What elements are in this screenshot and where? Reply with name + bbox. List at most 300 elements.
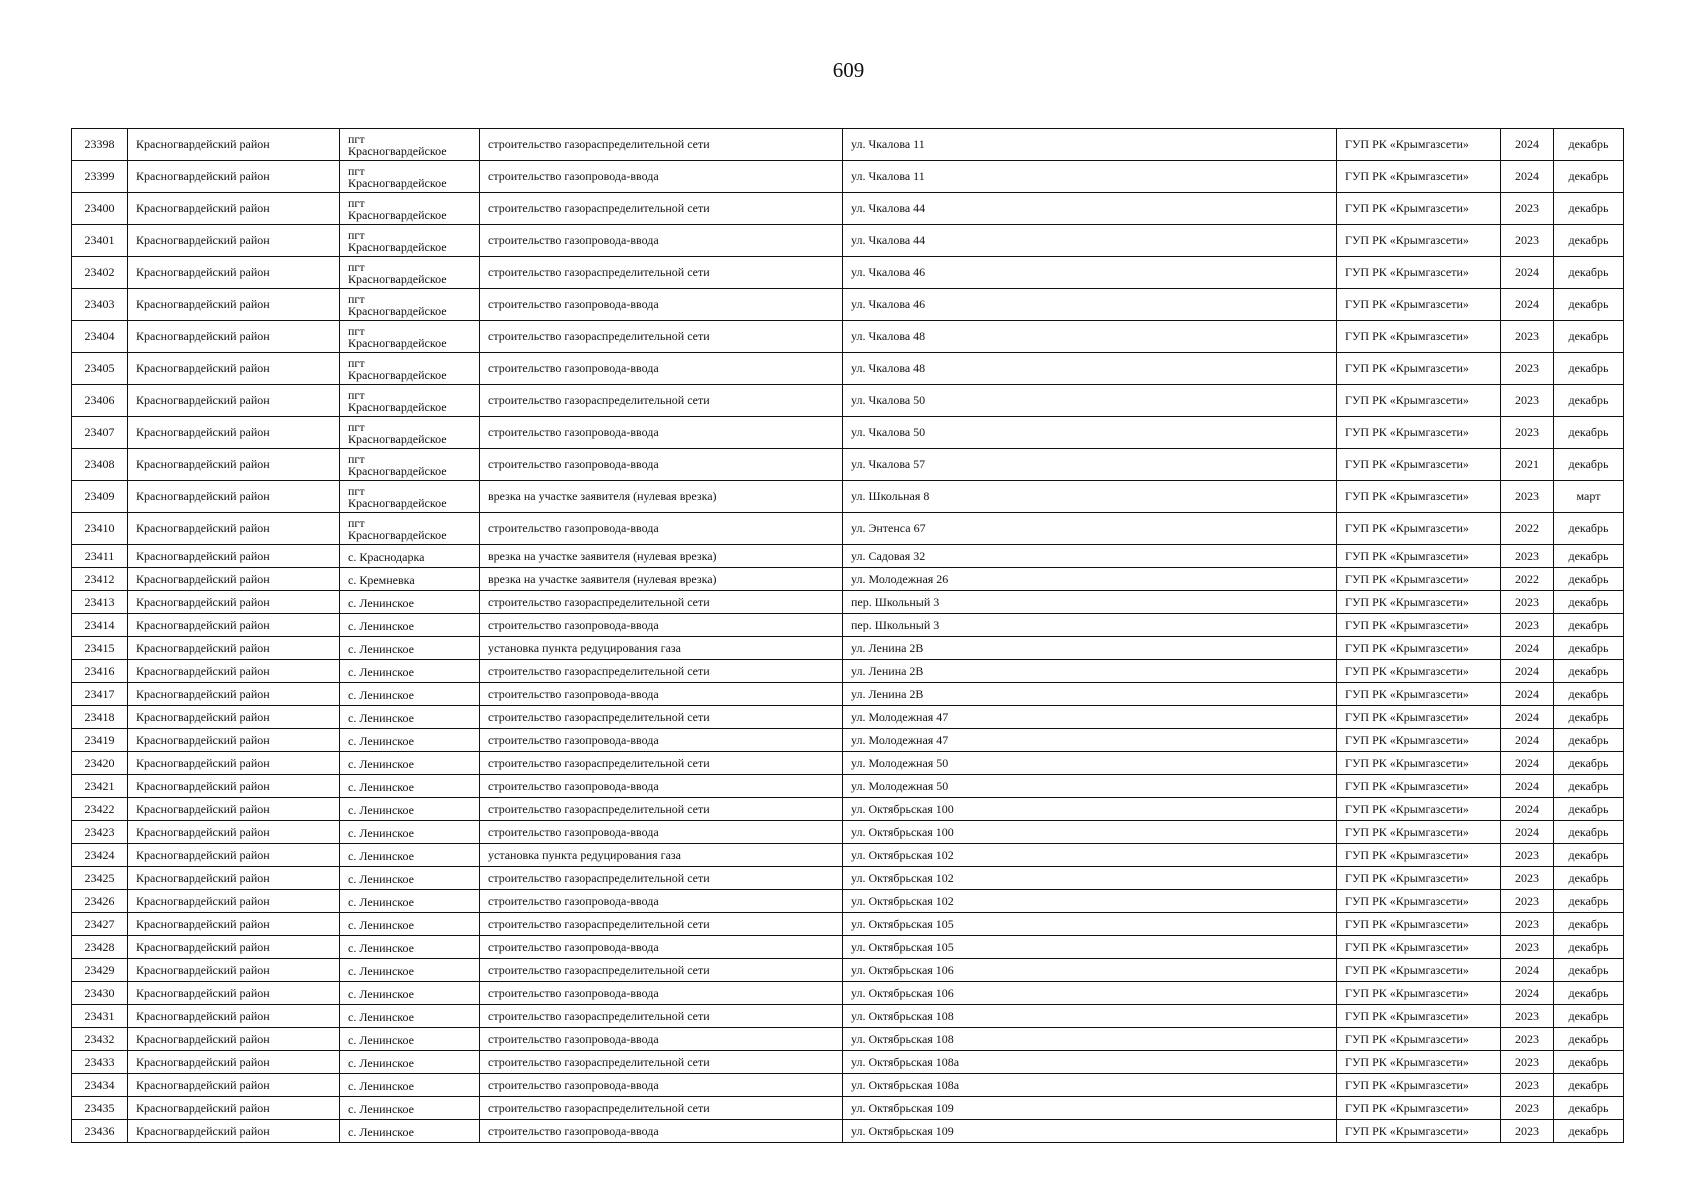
- year-cell: 2023: [1501, 844, 1554, 867]
- settlement-cell: с. Ленинское: [340, 913, 480, 936]
- month-cell: декабрь: [1554, 591, 1624, 614]
- year-cell: 2023: [1501, 867, 1554, 890]
- year-cell: 2023: [1501, 545, 1554, 568]
- row-number-cell: 23433: [72, 1051, 128, 1074]
- month-cell: декабрь: [1554, 936, 1624, 959]
- district-cell: Красногвардейский район: [128, 1051, 340, 1074]
- row-number-cell: 23408: [72, 449, 128, 481]
- row-number-cell: 23402: [72, 257, 128, 289]
- settlement-cell: с. Ленинское: [340, 1005, 480, 1028]
- year-cell: 2023: [1501, 481, 1554, 513]
- organization-cell: ГУП РК «Крымгазсети»: [1337, 798, 1501, 821]
- month-cell: декабрь: [1554, 614, 1624, 637]
- district-cell: Красногвардейский район: [128, 289, 340, 321]
- settlement-cell: пгт Красногвардейское: [340, 257, 480, 289]
- address-cell: ул. Чкалова 50: [843, 385, 1337, 417]
- district-cell: Красногвардейский район: [128, 417, 340, 449]
- district-cell: Красногвардейский район: [128, 385, 340, 417]
- settlement-cell: пгт Красногвардейское: [340, 193, 480, 225]
- address-cell: ул. Ленина 2В: [843, 637, 1337, 660]
- month-cell: декабрь: [1554, 1051, 1624, 1074]
- year-cell: 2024: [1501, 257, 1554, 289]
- address-cell: ул. Октябрьская 109: [843, 1097, 1337, 1120]
- address-cell: ул. Октябрьская 102: [843, 890, 1337, 913]
- district-cell: Красногвардейский район: [128, 481, 340, 513]
- work-type-cell: строительство газораспределительной сети: [480, 913, 843, 936]
- organization-cell: ГУП РК «Крымгазсети»: [1337, 1051, 1501, 1074]
- address-cell: ул. Молодежная 26: [843, 568, 1337, 591]
- settlement-cell: пгт Красногвардейское: [340, 321, 480, 353]
- address-cell: ул. Чкалова 57: [843, 449, 1337, 481]
- row-number-cell: 23427: [72, 913, 128, 936]
- row-number-cell: 23431: [72, 1005, 128, 1028]
- organization-cell: ГУП РК «Крымгазсети»: [1337, 1097, 1501, 1120]
- district-cell: Красногвардейский район: [128, 637, 340, 660]
- month-cell: декабрь: [1554, 867, 1624, 890]
- year-cell: 2022: [1501, 568, 1554, 591]
- organization-cell: ГУП РК «Крымгазсети»: [1337, 449, 1501, 481]
- table-row: [72, 1051, 1624, 1074]
- address-cell: ул. Чкалова 50: [843, 417, 1337, 449]
- table-row: [72, 513, 1624, 545]
- address-cell: ул. Октябрьская 106: [843, 982, 1337, 1005]
- row-number-cell: 23419: [72, 729, 128, 752]
- table-row: [72, 353, 1624, 385]
- year-cell: 2023: [1501, 913, 1554, 936]
- settlement-cell: с. Ленинское: [340, 660, 480, 683]
- year-cell: 2024: [1501, 982, 1554, 1005]
- district-cell: Красногвардейский район: [128, 683, 340, 706]
- settlement-cell: с. Краснодарка: [340, 545, 480, 568]
- month-cell: март: [1554, 481, 1624, 513]
- organization-cell: ГУП РК «Крымгазсети»: [1337, 545, 1501, 568]
- organization-cell: ГУП РК «Крымгазсети»: [1337, 193, 1501, 225]
- organization-cell: ГУП РК «Крымгазсети»: [1337, 729, 1501, 752]
- row-number-cell: 23423: [72, 821, 128, 844]
- district-cell: Красногвардейский район: [128, 821, 340, 844]
- page-number: 609: [832, 58, 865, 82]
- month-cell: декабрь: [1554, 844, 1624, 867]
- month-cell: декабрь: [1554, 129, 1624, 161]
- month-cell: декабрь: [1554, 193, 1624, 225]
- work-type-cell: строительство газораспределительной сети: [480, 591, 843, 614]
- month-cell: декабрь: [1554, 798, 1624, 821]
- table-row: [72, 129, 1624, 161]
- address-cell: ул. Молодежная 50: [843, 752, 1337, 775]
- district-cell: Красногвардейский район: [128, 513, 340, 545]
- table-row: [72, 614, 1624, 637]
- work-type-cell: строительство газораспределительной сети: [480, 798, 843, 821]
- year-cell: 2021: [1501, 449, 1554, 481]
- organization-cell: ГУП РК «Крымгазсети»: [1337, 1028, 1501, 1051]
- organization-cell: ГУП РК «Крымгазсети»: [1337, 289, 1501, 321]
- settlement-cell: с. Ленинское: [340, 729, 480, 752]
- row-number-cell: 23399: [72, 161, 128, 193]
- year-cell: 2024: [1501, 161, 1554, 193]
- row-number-cell: 23418: [72, 706, 128, 729]
- work-type-cell: строительство газораспределительной сети: [480, 752, 843, 775]
- table-row: [72, 417, 1624, 449]
- address-cell: ул. Чкалова 44: [843, 225, 1337, 257]
- organization-cell: ГУП РК «Крымгазсети»: [1337, 936, 1501, 959]
- work-type-cell: установка пункта редуцирования газа: [480, 844, 843, 867]
- month-cell: декабрь: [1554, 775, 1624, 798]
- table-row: [72, 1120, 1624, 1143]
- work-type-cell: строительство газораспределительной сети: [480, 660, 843, 683]
- year-cell: 2023: [1501, 225, 1554, 257]
- settlement-cell: с. Ленинское: [340, 1097, 480, 1120]
- settlement-cell: с. Ленинское: [340, 614, 480, 637]
- organization-cell: ГУП РК «Крымгазсети»: [1337, 637, 1501, 660]
- address-cell: ул. Октябрьская 108: [843, 1028, 1337, 1051]
- district-cell: Красногвардейский район: [128, 936, 340, 959]
- settlement-cell: с. Ленинское: [340, 1120, 480, 1143]
- row-number-cell: 23435: [72, 1097, 128, 1120]
- table-row: [72, 449, 1624, 481]
- year-cell: 2023: [1501, 936, 1554, 959]
- organization-cell: ГУП РК «Крымгазсети»: [1337, 867, 1501, 890]
- organization-cell: ГУП РК «Крымгазсети»: [1337, 481, 1501, 513]
- table-row: [72, 867, 1624, 890]
- month-cell: декабрь: [1554, 660, 1624, 683]
- address-cell: ул. Октябрьская 105: [843, 936, 1337, 959]
- organization-cell: ГУП РК «Крымгазсети»: [1337, 321, 1501, 353]
- month-cell: декабрь: [1554, 385, 1624, 417]
- year-cell: 2024: [1501, 775, 1554, 798]
- work-type-cell: врезка на участке заявителя (нулевая врезка): [480, 568, 843, 591]
- month-cell: декабрь: [1554, 1074, 1624, 1097]
- month-cell: декабрь: [1554, 821, 1624, 844]
- district-cell: Красногвардейский район: [128, 1120, 340, 1143]
- work-type-cell: строительство газораспределительной сети: [480, 385, 843, 417]
- organization-cell: ГУП РК «Крымгазсети»: [1337, 257, 1501, 289]
- settlement-cell: с. Ленинское: [340, 936, 480, 959]
- address-cell: ул. Чкалова 11: [843, 161, 1337, 193]
- work-type-cell: строительство газопровода-ввода: [480, 417, 843, 449]
- year-cell: 2023: [1501, 385, 1554, 417]
- organization-cell: ГУП РК «Крымгазсети»: [1337, 683, 1501, 706]
- month-cell: декабрь: [1554, 449, 1624, 481]
- table-row: [72, 289, 1624, 321]
- district-cell: Красногвардейский район: [128, 545, 340, 568]
- settlement-cell: пгт Красногвардейское: [340, 129, 480, 161]
- gas-works-table: [71, 128, 1624, 1143]
- row-number-cell: 23428: [72, 936, 128, 959]
- settlement-cell: пгт Красногвардейское: [340, 225, 480, 257]
- district-cell: Красногвардейский район: [128, 1097, 340, 1120]
- district-cell: Красногвардейский район: [128, 660, 340, 683]
- year-cell: 2024: [1501, 129, 1554, 161]
- work-type-cell: строительство газопровода-ввода: [480, 289, 843, 321]
- row-number-cell: 23412: [72, 568, 128, 591]
- row-number-cell: 23416: [72, 660, 128, 683]
- district-cell: Красногвардейский район: [128, 161, 340, 193]
- organization-cell: ГУП РК «Крымгазсети»: [1337, 752, 1501, 775]
- settlement-cell: пгт Красногвардейское: [340, 161, 480, 193]
- settlement-cell: с. Ленинское: [340, 798, 480, 821]
- month-cell: декабрь: [1554, 1005, 1624, 1028]
- work-type-cell: строительство газораспределительной сети: [480, 1051, 843, 1074]
- organization-cell: ГУП РК «Крымгазсети»: [1337, 568, 1501, 591]
- settlement-cell: с. Ленинское: [340, 1074, 480, 1097]
- settlement-cell: с. Ленинское: [340, 821, 480, 844]
- table-row: [72, 591, 1624, 614]
- row-number-cell: 23410: [72, 513, 128, 545]
- settlement-cell: пгт Красногвардейское: [340, 417, 480, 449]
- row-number-cell: 23401: [72, 225, 128, 257]
- work-type-cell: строительство газопровода-ввода: [480, 161, 843, 193]
- year-cell: 2023: [1501, 614, 1554, 637]
- settlement-cell: с. Ленинское: [340, 890, 480, 913]
- table-row: [72, 936, 1624, 959]
- year-cell: 2023: [1501, 193, 1554, 225]
- organization-cell: ГУП РК «Крымгазсети»: [1337, 913, 1501, 936]
- district-cell: Красногвардейский район: [128, 193, 340, 225]
- year-cell: 2023: [1501, 417, 1554, 449]
- year-cell: 2024: [1501, 706, 1554, 729]
- address-cell: ул. Октябрьская 105: [843, 913, 1337, 936]
- district-cell: Красногвардейский район: [128, 798, 340, 821]
- settlement-cell: с. Ленинское: [340, 706, 480, 729]
- work-type-cell: строительство газораспределительной сети: [480, 867, 843, 890]
- year-cell: 2024: [1501, 752, 1554, 775]
- work-type-cell: строительство газопровода-ввода: [480, 683, 843, 706]
- table-body: [72, 129, 1624, 1143]
- address-cell: ул. Молодежная 47: [843, 706, 1337, 729]
- year-cell: 2023: [1501, 1051, 1554, 1074]
- work-type-cell: строительство газопровода-ввода: [480, 225, 843, 257]
- row-number-cell: 23406: [72, 385, 128, 417]
- address-cell: ул. Октябрьская 108а: [843, 1051, 1337, 1074]
- district-cell: Красногвардейский район: [128, 321, 340, 353]
- address-cell: ул. Энтенса 67: [843, 513, 1337, 545]
- district-cell: Красногвардейский район: [128, 1074, 340, 1097]
- district-cell: Красногвардейский район: [128, 591, 340, 614]
- work-type-cell: строительство газораспределительной сети: [480, 1005, 843, 1028]
- settlement-cell: пгт Красногвардейское: [340, 353, 480, 385]
- month-cell: декабрь: [1554, 321, 1624, 353]
- work-type-cell: строительство газопровода-ввода: [480, 353, 843, 385]
- settlement-cell: с. Кремневка: [340, 568, 480, 591]
- settlement-cell: с. Ленинское: [340, 1051, 480, 1074]
- work-type-cell: строительство газопровода-ввода: [480, 982, 843, 1005]
- month-cell: декабрь: [1554, 1028, 1624, 1051]
- month-cell: декабрь: [1554, 729, 1624, 752]
- settlement-cell: с. Ленинское: [340, 637, 480, 660]
- work-type-cell: строительство газопровода-ввода: [480, 1074, 843, 1097]
- row-number-cell: 23432: [72, 1028, 128, 1051]
- year-cell: 2024: [1501, 798, 1554, 821]
- organization-cell: ГУП РК «Крымгазсети»: [1337, 353, 1501, 385]
- row-number-cell: 23421: [72, 775, 128, 798]
- year-cell: 2024: [1501, 637, 1554, 660]
- address-cell: ул. Чкалова 46: [843, 289, 1337, 321]
- year-cell: 2024: [1501, 683, 1554, 706]
- month-cell: декабрь: [1554, 417, 1624, 449]
- month-cell: декабрь: [1554, 683, 1624, 706]
- district-cell: Красногвардейский район: [128, 257, 340, 289]
- month-cell: декабрь: [1554, 161, 1624, 193]
- organization-cell: ГУП РК «Крымгазсети»: [1337, 385, 1501, 417]
- table-row: [72, 821, 1624, 844]
- organization-cell: ГУП РК «Крымгазсети»: [1337, 129, 1501, 161]
- settlement-cell: пгт Красногвардейское: [340, 289, 480, 321]
- year-cell: 2024: [1501, 959, 1554, 982]
- district-cell: Красногвардейский район: [128, 982, 340, 1005]
- address-cell: ул. Чкалова 11: [843, 129, 1337, 161]
- month-cell: декабрь: [1554, 289, 1624, 321]
- address-cell: ул. Октябрьская 106: [843, 959, 1337, 982]
- row-number-cell: 23424: [72, 844, 128, 867]
- organization-cell: ГУП РК «Крымгазсети»: [1337, 591, 1501, 614]
- district-cell: Красногвардейский район: [128, 844, 340, 867]
- address-cell: ул. Молодежная 50: [843, 775, 1337, 798]
- table-row: [72, 568, 1624, 591]
- table-row: [72, 982, 1624, 1005]
- address-cell: ул. Октябрьская 108а: [843, 1074, 1337, 1097]
- month-cell: декабрь: [1554, 1097, 1624, 1120]
- organization-cell: ГУП РК «Крымгазсети»: [1337, 660, 1501, 683]
- district-cell: Красногвардейский район: [128, 449, 340, 481]
- month-cell: декабрь: [1554, 890, 1624, 913]
- settlement-cell: пгт Красногвардейское: [340, 481, 480, 513]
- district-cell: Красногвардейский район: [128, 614, 340, 637]
- district-cell: Красногвардейский район: [128, 1028, 340, 1051]
- organization-cell: ГУП РК «Крымгазсети»: [1337, 706, 1501, 729]
- organization-cell: ГУП РК «Крымгазсети»: [1337, 775, 1501, 798]
- address-cell: ул. Чкалова 44: [843, 193, 1337, 225]
- table-row: [72, 1074, 1624, 1097]
- table-row: [72, 257, 1624, 289]
- address-cell: ул. Ленина 2В: [843, 660, 1337, 683]
- organization-cell: ГУП РК «Крымгазсети»: [1337, 1005, 1501, 1028]
- table-row: [72, 637, 1624, 660]
- row-number-cell: 23407: [72, 417, 128, 449]
- district-cell: Красногвардейский район: [128, 729, 340, 752]
- row-number-cell: 23400: [72, 193, 128, 225]
- month-cell: декабрь: [1554, 913, 1624, 936]
- settlement-cell: пгт Красногвардейское: [340, 385, 480, 417]
- work-type-cell: строительство газораспределительной сети: [480, 959, 843, 982]
- row-number-cell: 23403: [72, 289, 128, 321]
- year-cell: 2024: [1501, 821, 1554, 844]
- organization-cell: ГУП РК «Крымгазсети»: [1337, 614, 1501, 637]
- work-type-cell: строительство газопровода-ввода: [480, 775, 843, 798]
- year-cell: 2024: [1501, 660, 1554, 683]
- settlement-cell: с. Ленинское: [340, 844, 480, 867]
- table-row: [72, 1028, 1624, 1051]
- work-type-cell: строительство газопровода-ввода: [480, 1028, 843, 1051]
- year-cell: 2023: [1501, 591, 1554, 614]
- table-row: [72, 225, 1624, 257]
- organization-cell: ГУП РК «Крымгазсети»: [1337, 513, 1501, 545]
- table-row: [72, 1005, 1624, 1028]
- row-number-cell: 23422: [72, 798, 128, 821]
- table-row: [72, 1097, 1624, 1120]
- table-row: [72, 775, 1624, 798]
- table-row: [72, 660, 1624, 683]
- row-number-cell: 23434: [72, 1074, 128, 1097]
- work-type-cell: строительство газопровода-ввода: [480, 821, 843, 844]
- work-type-cell: строительство газораспределительной сети: [480, 321, 843, 353]
- district-cell: Красногвардейский район: [128, 775, 340, 798]
- month-cell: декабрь: [1554, 353, 1624, 385]
- table-row: [72, 193, 1624, 225]
- month-cell: декабрь: [1554, 568, 1624, 591]
- organization-cell: ГУП РК «Крымгазсети»: [1337, 1074, 1501, 1097]
- year-cell: 2023: [1501, 890, 1554, 913]
- district-cell: Красногвардейский район: [128, 890, 340, 913]
- district-cell: Красногвардейский район: [128, 752, 340, 775]
- table-row: [72, 913, 1624, 936]
- district-cell: Красногвардейский район: [128, 568, 340, 591]
- settlement-cell: пгт Красногвардейское: [340, 513, 480, 545]
- month-cell: декабрь: [1554, 752, 1624, 775]
- work-type-cell: строительство газопровода-ввода: [480, 513, 843, 545]
- district-cell: Красногвардейский район: [128, 913, 340, 936]
- work-type-cell: строительство газопровода-ввода: [480, 890, 843, 913]
- table-row: [72, 321, 1624, 353]
- district-cell: Красногвардейский район: [128, 1005, 340, 1028]
- settlement-cell: с. Ленинское: [340, 683, 480, 706]
- address-cell: ул. Чкалова 48: [843, 353, 1337, 385]
- organization-cell: ГУП РК «Крымгазсети»: [1337, 417, 1501, 449]
- table-row: [72, 752, 1624, 775]
- row-number-cell: 23405: [72, 353, 128, 385]
- year-cell: 2024: [1501, 289, 1554, 321]
- month-cell: декабрь: [1554, 257, 1624, 289]
- table-row: [72, 706, 1624, 729]
- address-cell: ул. Садовая 32: [843, 545, 1337, 568]
- work-type-cell: врезка на участке заявителя (нулевая врезка): [480, 545, 843, 568]
- row-number-cell: 23417: [72, 683, 128, 706]
- work-type-cell: строительство газопровода-ввода: [480, 1120, 843, 1143]
- work-type-cell: строительство газопровода-ввода: [480, 614, 843, 637]
- table-row: [72, 729, 1624, 752]
- organization-cell: ГУП РК «Крымгазсети»: [1337, 161, 1501, 193]
- row-number-cell: 23414: [72, 614, 128, 637]
- row-number-cell: 23430: [72, 982, 128, 1005]
- table-row: [72, 683, 1624, 706]
- row-number-cell: 23413: [72, 591, 128, 614]
- table-row: [72, 844, 1624, 867]
- month-cell: декабрь: [1554, 637, 1624, 660]
- settlement-cell: с. Ленинское: [340, 867, 480, 890]
- organization-cell: ГУП РК «Крымгазсети»: [1337, 225, 1501, 257]
- year-cell: 2023: [1501, 1074, 1554, 1097]
- district-cell: Красногвардейский район: [128, 867, 340, 890]
- work-type-cell: строительство газораспределительной сети: [480, 257, 843, 289]
- year-cell: 2023: [1501, 1005, 1554, 1028]
- month-cell: декабрь: [1554, 706, 1624, 729]
- work-type-cell: врезка на участке заявителя (нулевая врезка): [480, 481, 843, 513]
- month-cell: декабрь: [1554, 545, 1624, 568]
- table-row: [72, 161, 1624, 193]
- address-cell: ул. Октябрьская 109: [843, 1120, 1337, 1143]
- settlement-cell: с. Ленинское: [340, 959, 480, 982]
- district-cell: Красногвардейский район: [128, 353, 340, 385]
- row-number-cell: 23404: [72, 321, 128, 353]
- address-cell: пер. Школьный 3: [843, 591, 1337, 614]
- settlement-cell: пгт Красногвардейское: [340, 449, 480, 481]
- row-number-cell: 23411: [72, 545, 128, 568]
- district-cell: Красногвардейский район: [128, 959, 340, 982]
- address-cell: ул. Октябрьская 100: [843, 821, 1337, 844]
- month-cell: декабрь: [1554, 982, 1624, 1005]
- year-cell: 2022: [1501, 513, 1554, 545]
- work-type-cell: строительство газораспределительной сети: [480, 129, 843, 161]
- year-cell: 2023: [1501, 1028, 1554, 1051]
